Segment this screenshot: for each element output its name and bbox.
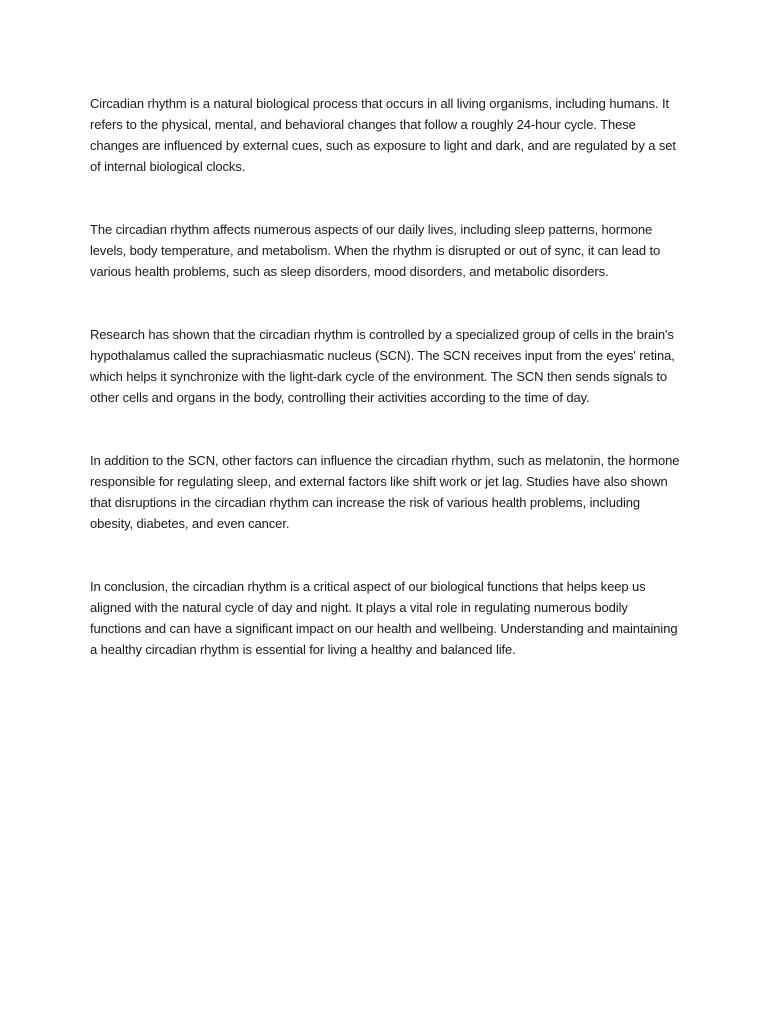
paragraph-conclusion: In conclusion, the circadian rhythm is a critical aspect of our biological functions that helps keep us aligned with the natural cycle of day and night. It plays a vital role in regulating numerous bodily functions and can have a significant impact on our health and wellbeing. Understanding and maintaining a healthy circadian rhythm is essential for living a healthy and balanced life.: [90, 579, 678, 657]
paragraph-intro: Circadian rhythm is a natural biological process that occurs in all living organisms, including humans. It refers to the physical, mental, and behavioral changes that follow a roughly 24-hour cycle. These changes are influenced by external cues, such as exposure to light and dark, and are regulated by a set of internal biological clocks.: [90, 96, 676, 174]
document-body: [90, 93, 682, 702]
paragraph-other-factors: In addition to the SCN, other factors can influence the circadian rhythm, such as melatonin, the hormone responsible for regulating sleep, and external factors like shift work or jet lag. Studies have also shown that disruptions in the circadian rhythm can increase the risk of various health problems, including obesity, diabetes, and even cancer.: [90, 453, 680, 531]
paragraph-research: Research has shown that the circadian rhythm is controlled by a specialized group of cells in the brain's hypothalamus called the suprachiasmatic nucleus (SCN). The SCN receives input from the eyes' retina, which helps it synchronize with the light-dark cycle of the environment. The SCN then sends signals to other cells and organs in the body, controlling their activities according to the time of day.: [90, 327, 675, 405]
paragraph-effects: The circadian rhythm affects numerous aspects of our daily lives, including sleep patterns, hormone levels, body temperature, and metabolism. When the rhythm is disrupted or out of sync, it can lead to various health problems, such as sleep disorders, mood disorders, and metabolic disorders.: [90, 222, 661, 279]
